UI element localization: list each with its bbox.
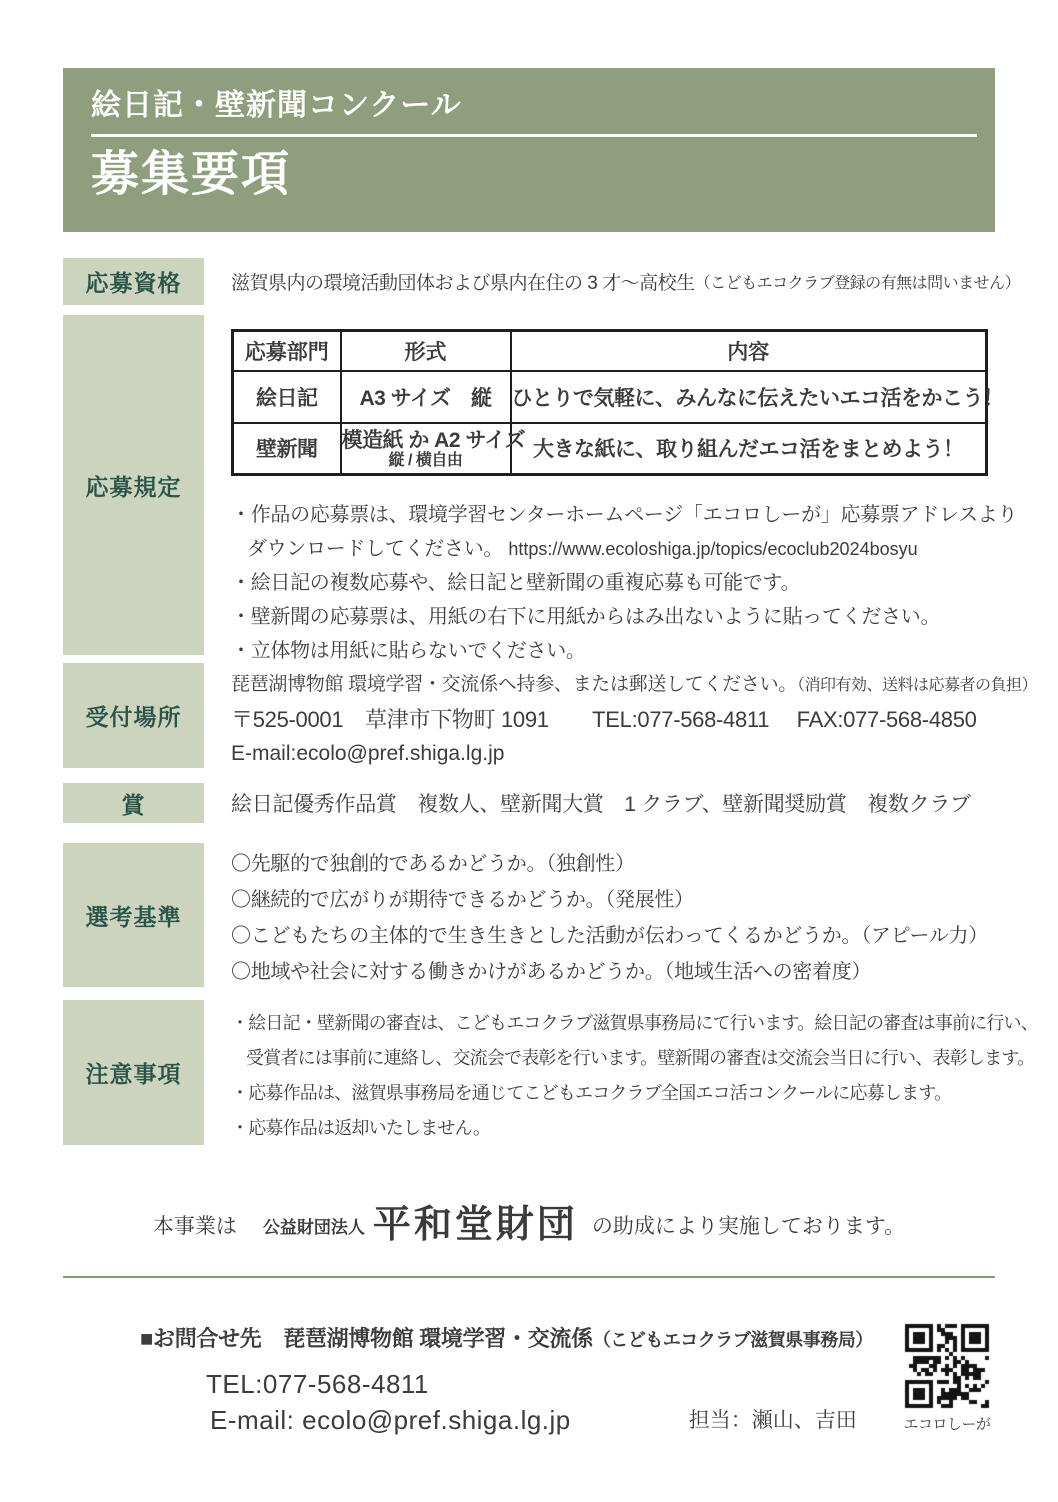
bullet-item: ・作品の応募票は、環境学習センターホームページ「エコロしーが」応募票アドレスより — [231, 504, 1018, 526]
notes-label: 注意事項 — [63, 1000, 204, 1145]
qr-caption: エコロしーが — [903, 1416, 991, 1433]
table-row — [233, 423, 987, 475]
reception-email: E-mail:ecolo@pref.shiga.lg.jp — [231, 742, 505, 765]
eligibility-note: （こどもエコクラブ登録の有無は問いません） — [694, 275, 1021, 292]
section-awards — [63, 783, 995, 823]
cell-format — [341, 423, 526, 475]
bullet-item-continued — [231, 532, 1017, 566]
criteria-item: 〇地域や社会に対する働きかけがあるかどうか。（地域生活への密着度） — [231, 961, 872, 983]
format-line1: 模造紙 か A2 サイズ — [341, 429, 526, 453]
cell-desc: 大きな紙に、取り組んだエコ活をまとめよう！ — [511, 423, 987, 475]
reception-note: （消印有効、送料は応募者の負担） — [796, 677, 1037, 694]
notes-body — [231, 1000, 1038, 1145]
qr-code — [903, 1322, 991, 1410]
inquiry-note: （こどもエコクラブ滋賀県事務局） — [592, 1330, 873, 1350]
bullet-item: ・壁新聞の応募票は、用紙の右下に用紙からはみ出ないように貼ってください。 — [231, 606, 941, 628]
funding-post-text: の助成により実施しております。 — [591, 1215, 906, 1238]
table-header-content: 内容 — [511, 331, 987, 371]
bullet-item: ・絵日記の複数応募や、絵日記と壁新聞の重複応募も可能です。 — [231, 572, 801, 594]
cell-desc: ひとりで気軽に、みんなに伝えたいエコ活をかこう！ — [511, 371, 987, 423]
criteria-item: 〇こどもたちの主体的で生き生きとした活動が伝わってくるかどうか。（アピール力） — [231, 925, 988, 947]
heiwado-foundation-logo: 平和堂財団 — [372, 1204, 578, 1246]
eligibility-label: 応募資格 — [63, 258, 204, 305]
page-title: 募集要項 — [91, 148, 292, 201]
header-banner — [63, 68, 995, 232]
criteria-body — [231, 843, 995, 987]
section-eligibility — [63, 258, 1021, 305]
cell-category: 壁新聞 — [233, 423, 341, 475]
reception-label: 受付場所 — [63, 663, 204, 768]
eligibility-text: 滋賀県内の環境活動団体および県内在住の 3 才～高校生 — [231, 273, 695, 294]
regulations-bullets — [231, 498, 1017, 668]
criteria-item: 〇先駆的で独創的であるかどうか。（独創性） — [231, 853, 635, 875]
regulations-body — [231, 315, 1018, 662]
awards-body: 絵日記優秀作品賞 複数人、壁新聞大賞 1 クラブ、壁新聞奨励賞 複数クラブ — [231, 793, 971, 816]
eligibility-body — [231, 258, 1020, 305]
cell-format: A3 サイズ 縦 — [341, 371, 511, 423]
funding-org-type: 公益財団法人 — [262, 1217, 365, 1237]
contact-email: E-mail: ecolo@pref.shiga.lg.jp — [210, 1405, 571, 1435]
footer-contact-area — [63, 1322, 995, 1436]
regulations-label: 応募規定 — [63, 315, 204, 655]
footer-divider — [63, 1276, 995, 1278]
application-form-url: https://www.ecoloshiga.jp/topics/ecoclub2024bosyu — [508, 539, 918, 559]
table-header-row — [233, 331, 987, 371]
contact-block — [140, 1322, 873, 1436]
reception-text: 琵琶湖博物館 環境学習・交流係へ持参、または郵送してください。 — [231, 674, 797, 695]
criteria-item: 〇継続的で広がりが期待できるかどうか。（発展性） — [231, 889, 694, 911]
download-text: ダウンロードしてください。 — [247, 538, 504, 560]
note-item: ・応募作品は返却いたしません。 — [231, 1118, 491, 1138]
qr-block — [899, 1322, 995, 1434]
section-notes — [63, 1000, 1038, 1145]
contest-subtitle: 絵日記・壁新聞コンクール — [91, 89, 462, 122]
funding-pre-text: 本事業は — [152, 1215, 237, 1238]
contact-staff: 担当：瀬山、吉田 — [688, 1409, 857, 1432]
table-header-format: 形式 — [341, 331, 511, 371]
note-item-continued: 受賞者には事前に連絡し、交流会で表彰を行います。壁新聞の審査は交流会当日に行い、表彰します。 — [246, 1048, 1035, 1068]
header-divider — [91, 134, 977, 137]
format-line2: 縦 / 横自由 — [388, 452, 463, 470]
cell-category: 絵日記 — [233, 371, 341, 423]
bullet-item: ・立体物は用紙に貼らないでください。 — [231, 640, 586, 662]
note-item: ・絵日記・壁新聞の審査は、こどもエコクラブ滋賀県事務局にて行います。絵日記の審査は事前に行い、 — [231, 1013, 1038, 1033]
reception-address: 〒525-0001 草津市下物町 1091 TEL:077-568-4811 FAX:077-568-4850 — [231, 707, 977, 732]
inquiry-line — [140, 1322, 873, 1353]
section-regulations — [63, 315, 1018, 662]
contact-tel: TEL:077-568-4811 — [206, 1369, 429, 1399]
funding-statement — [0, 1203, 1058, 1247]
awards-label: 賞 — [63, 783, 204, 823]
reception-line1 — [231, 668, 1037, 703]
criteria-label: 選考基準 — [63, 843, 204, 987]
section-criteria — [63, 843, 995, 987]
contact-email-row — [210, 1404, 873, 1436]
inquiry-text: ■お問合せ先 琵琶湖博物館 環境学習・交流係 — [140, 1326, 593, 1351]
reception-body — [231, 663, 1037, 768]
table-header-category: 応募部門 — [233, 331, 341, 371]
format-table — [231, 329, 1004, 476]
table-row — [233, 371, 987, 423]
note-item: ・応募作品は、滋賀県事務局を通じてこどもエコクラブ全国エコ活コンクールに応募します。 — [231, 1083, 952, 1103]
section-reception — [63, 663, 1037, 768]
